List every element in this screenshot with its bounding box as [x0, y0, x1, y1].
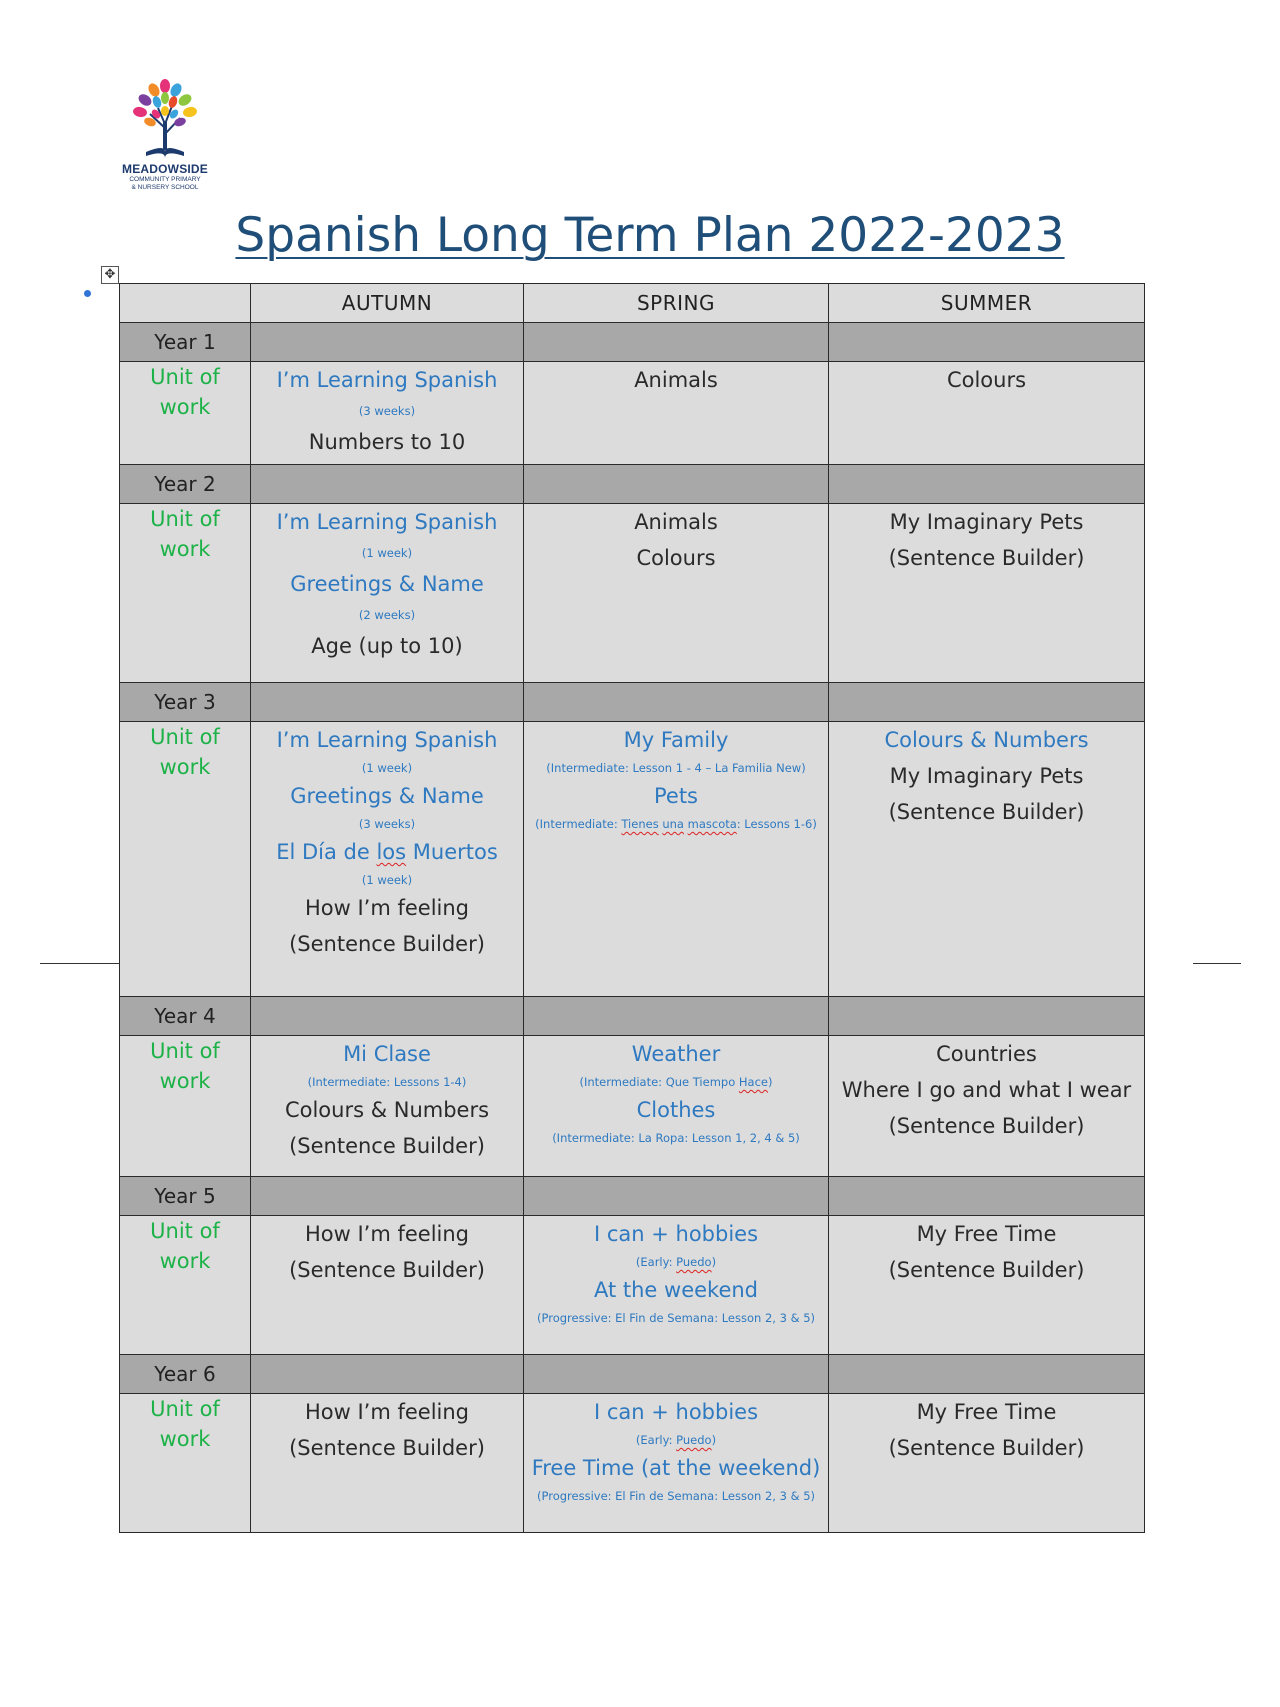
unit-note: (Intermediate: La Ropa: Lesson 1, 2, 4 & 5): [552, 1131, 800, 1145]
tree-logo-icon: [110, 78, 220, 160]
paragraph-marker-dot: [84, 290, 91, 297]
unit-topic: Colours & Numbers: [284, 1098, 490, 1122]
year-row: [120, 1177, 1145, 1216]
unit-topic: Animals: [634, 368, 718, 392]
unit-label-line: work: [159, 395, 211, 419]
unit-topic: I can + hobbies: [593, 1222, 759, 1246]
unit-topic: Countries: [936, 1042, 1037, 1066]
header-corner: [120, 284, 251, 323]
unit-label-line: work: [159, 1249, 211, 1273]
unit-topic: My Imaginary Pets: [889, 510, 1084, 534]
unit-topic: I’m Learning Spanish: [276, 368, 498, 392]
year-label: Year 5: [120, 1177, 251, 1216]
unit-topic: My Free Time: [916, 1400, 1057, 1424]
unit-label-line: work: [159, 537, 211, 561]
unit-of-work-label: [120, 362, 251, 465]
autumn-cell: [251, 1036, 524, 1177]
unit-note: (1 week): [361, 873, 413, 887]
summer-cell: [829, 722, 1145, 997]
autumn-cell: [251, 722, 524, 997]
unit-label-line: Unit of: [150, 365, 220, 389]
unit-note: (Intermediate: Lessons 1-4): [307, 1075, 467, 1089]
unit-of-work-label: [120, 722, 251, 997]
unit-of-work-label: [120, 1036, 251, 1177]
unit-topic: My Free Time: [916, 1222, 1057, 1246]
unit-note: (Intermediate: Que Tiempo Hace): [579, 1075, 773, 1089]
long-term-plan-table: [119, 283, 1145, 1533]
unit-of-work-label: [120, 1216, 251, 1355]
header-spring: SPRING: [524, 284, 829, 323]
header-row: [120, 284, 1145, 323]
unit-note: (Progressive: El Fin de Semana: Lesson 2, 3 & 5): [537, 1311, 815, 1325]
spring-cell: [524, 1394, 829, 1533]
year-row-blank-cell: [829, 1355, 1145, 1394]
unit-label-line: Unit of: [150, 507, 220, 531]
year-row: [120, 465, 1145, 504]
unit-topic: Greetings & Name: [290, 784, 484, 808]
unit-note: (1 week): [361, 761, 413, 775]
spring-cell: [524, 722, 829, 997]
year-row-blank-cell: [251, 465, 524, 504]
unit-topic: El Día de los Muertos: [276, 840, 498, 864]
year-row-blank-cell: [524, 323, 829, 362]
year-row-blank-cell: [251, 997, 524, 1036]
summer-cell: [829, 1394, 1145, 1533]
summer-cell: [829, 1036, 1145, 1177]
unit-topic: Weather: [631, 1042, 721, 1066]
year-row-blank-cell: [829, 323, 1145, 362]
unit-topic: Pets: [653, 784, 698, 808]
logo-subtitle-1: COMMUNITY PRIMARY: [129, 176, 201, 183]
unit-note: (Intermediate: Lesson 1 - 4 – La Familia New): [546, 761, 806, 775]
unit-row: [120, 1394, 1145, 1533]
unit-topic: I’m Learning Spanish: [276, 728, 498, 752]
autumn-cell: [251, 1394, 524, 1533]
unit-topic: How I’m feeling: [304, 1222, 470, 1246]
unit-topic: I can + hobbies: [593, 1400, 759, 1424]
unit-topic: How I’m feeling: [304, 896, 470, 920]
year-row-blank-cell: [829, 1177, 1145, 1216]
autumn-cell: [251, 1216, 524, 1355]
spring-cell: [524, 362, 829, 465]
year-row: [120, 1355, 1145, 1394]
unit-topic: (Sentence Builder): [289, 1258, 485, 1282]
spring-cell: [524, 1036, 829, 1177]
autumn-cell: [251, 504, 524, 683]
logo-subtitle-2: & NURSERY SCHOOL: [131, 184, 199, 191]
unit-row: [120, 1216, 1145, 1355]
summer-cell: [829, 504, 1145, 683]
unit-topic: Greetings & Name: [290, 572, 484, 596]
year-row-blank-cell: [524, 465, 829, 504]
unit-topic: Free Time (at the weekend): [531, 1456, 821, 1480]
unit-topic: At the weekend: [593, 1278, 759, 1302]
unit-note: (Intermediate: Tienes una mascota: Lessons 1-6): [535, 817, 817, 831]
unit-topic: Colours: [636, 546, 716, 570]
unit-label-line: Unit of: [150, 1397, 220, 1421]
unit-note: (Early: Puedo): [635, 1433, 717, 1447]
year-label: Year 4: [120, 997, 251, 1036]
unit-topic: (Sentence Builder): [888, 1114, 1085, 1138]
unit-topic: Mi Clase: [343, 1042, 431, 1066]
unit-topic: Clothes: [636, 1098, 716, 1122]
header-summer: SUMMER: [829, 284, 1145, 323]
unit-note: (2 weeks): [358, 608, 416, 622]
page-title: Spanish Long Term Plan 2022-2023: [235, 208, 1065, 263]
year-row-blank-cell: [524, 1355, 829, 1394]
page-rule-left: [40, 963, 119, 964]
unit-of-work-label: [120, 504, 251, 683]
unit-topic: Where I go and what I wear: [841, 1078, 1132, 1102]
logo-school-name: MEADOWSIDE: [122, 162, 208, 176]
spring-cell: [524, 504, 829, 683]
year-label: Year 1: [120, 323, 251, 362]
unit-label-line: work: [159, 1069, 211, 1093]
year-row: [120, 323, 1145, 362]
summer-cell: [829, 1216, 1145, 1355]
unit-label-line: work: [159, 755, 211, 779]
unit-note: (Early: Puedo): [635, 1255, 717, 1269]
year-row-blank-cell: [829, 997, 1145, 1036]
unit-note: (1 week): [361, 546, 413, 560]
unit-row: [120, 504, 1145, 683]
unit-topic: My Imaginary Pets: [889, 764, 1084, 788]
unit-topic: Animals: [634, 510, 718, 534]
unit-topic: I’m Learning Spanish: [276, 510, 498, 534]
unit-topic: Numbers to 10: [308, 430, 466, 454]
unit-label-line: Unit of: [150, 1039, 220, 1063]
unit-topic: My Family: [623, 728, 729, 752]
year-row-blank-cell: [251, 1177, 524, 1216]
year-row-blank-cell: [524, 683, 829, 722]
unit-row: [120, 722, 1145, 997]
header-autumn: AUTUMN: [251, 284, 524, 323]
unit-of-work-label: [120, 1394, 251, 1533]
unit-note: (Progressive: El Fin de Semana: Lesson 2, 3 & 5): [537, 1489, 815, 1503]
year-row-blank-cell: [251, 683, 524, 722]
year-row: [120, 683, 1145, 722]
unit-note: (3 weeks): [358, 404, 416, 418]
year-row-blank-cell: [251, 323, 524, 362]
unit-topic: (Sentence Builder): [888, 800, 1085, 824]
unit-label-line: Unit of: [150, 1219, 220, 1243]
unit-row: [120, 362, 1145, 465]
unit-topic: (Sentence Builder): [289, 1134, 485, 1158]
year-row-blank-cell: [251, 1355, 524, 1394]
unit-topic: (Sentence Builder): [888, 546, 1085, 570]
unit-note: (3 weeks): [358, 817, 416, 831]
year-row-blank-cell: [524, 1177, 829, 1216]
unit-topic: How I’m feeling: [304, 1400, 470, 1424]
unit-topic: (Sentence Builder): [289, 932, 485, 956]
unit-row: [120, 1036, 1145, 1177]
unit-topic: Colours: [946, 368, 1027, 392]
unit-label-line: work: [159, 1427, 211, 1451]
unit-label-line: Unit of: [150, 725, 220, 749]
year-row-blank-cell: [829, 683, 1145, 722]
year-label: Year 3: [120, 683, 251, 722]
spring-cell: [524, 1216, 829, 1355]
year-row-blank-cell: [829, 465, 1145, 504]
year-label: Year 2: [120, 465, 251, 504]
year-row-blank-cell: [524, 997, 829, 1036]
unit-topic: Age (up to 10): [311, 634, 463, 658]
page-rule-right: [1193, 963, 1241, 964]
year-row: [120, 997, 1145, 1036]
autumn-cell: [251, 362, 524, 465]
unit-topic: (Sentence Builder): [888, 1436, 1085, 1460]
school-logo: [110, 78, 220, 198]
unit-topic: (Sentence Builder): [888, 1258, 1085, 1282]
unit-topic: Colours & Numbers: [884, 728, 1089, 752]
year-label: Year 6: [120, 1355, 251, 1394]
unit-topic: (Sentence Builder): [289, 1436, 485, 1460]
table-move-handle-icon[interactable]: ✥: [101, 266, 119, 284]
summer-cell: [829, 362, 1145, 465]
